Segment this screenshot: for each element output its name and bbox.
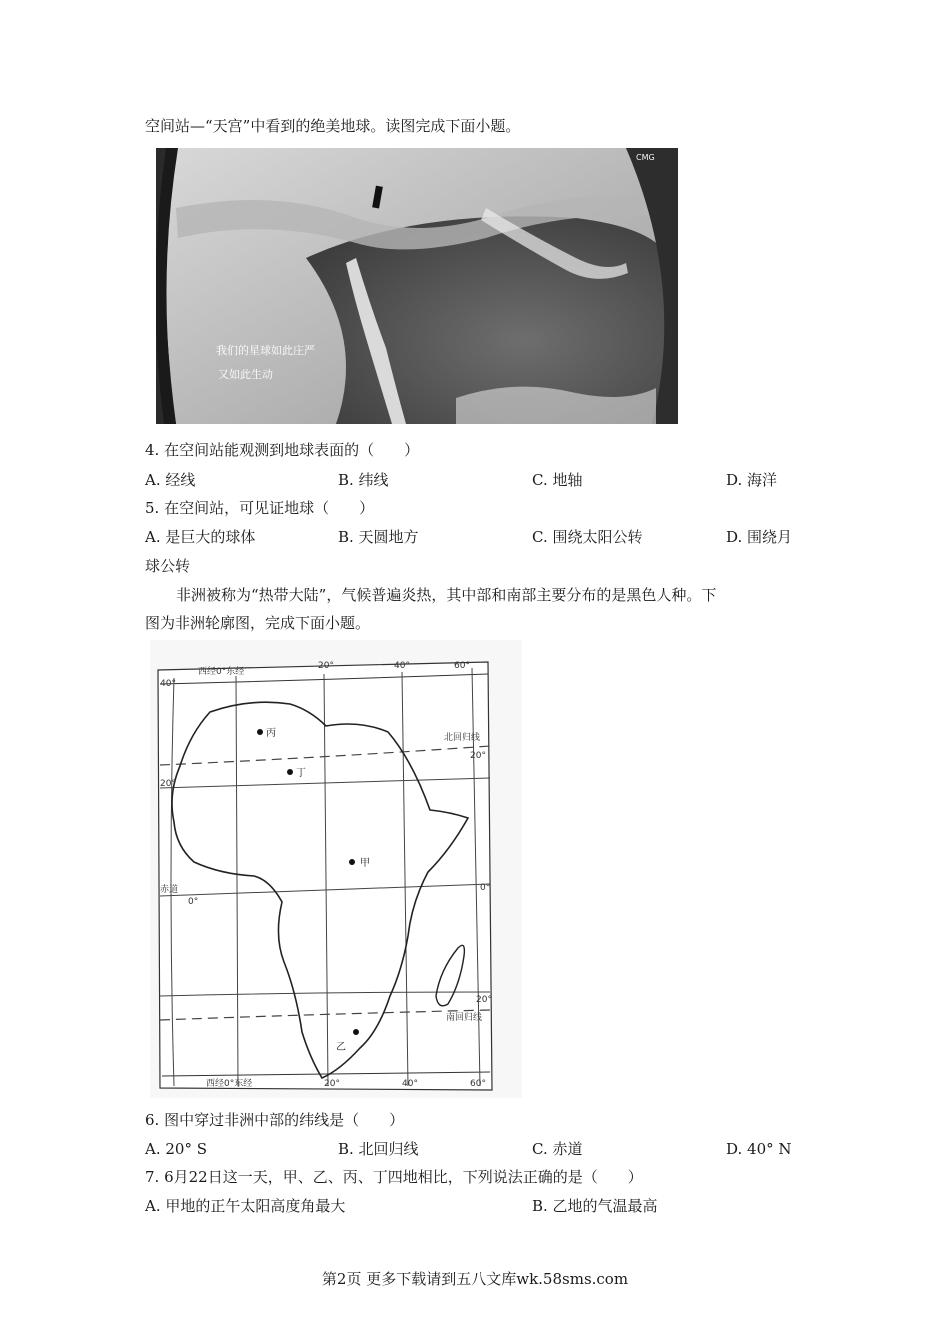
passage-line-1: 非洲被称为“热带大陆”，气候普遍炎热，其中部和南部主要分布的是黑色人种。下 bbox=[176, 586, 717, 604]
q7-option-b: B. 乙地的气温最高 bbox=[532, 1197, 658, 1215]
q4-option-c: C. 地轴 bbox=[532, 471, 583, 489]
svg-text:南回归线: 南回归线 bbox=[446, 1013, 483, 1023]
point-ding-label: 丁 bbox=[296, 768, 306, 779]
svg-text:20°: 20° bbox=[470, 751, 486, 761]
svg-text:北回归线: 北回归线 bbox=[444, 733, 481, 743]
svg-text:20°: 20° bbox=[318, 661, 334, 671]
q6-option-b: B. 北回归线 bbox=[338, 1140, 419, 1158]
svg-text:0°: 0° bbox=[480, 883, 491, 893]
q4-option-b: B. 纬线 bbox=[338, 471, 389, 489]
svg-text:40°: 40° bbox=[160, 679, 176, 689]
point-yi-label: 乙 bbox=[336, 1042, 346, 1053]
photo-watermark: CMG bbox=[636, 153, 655, 162]
question-4: 4. 在空间站能观测到地球表面的（ ） bbox=[145, 441, 420, 459]
svg-text:20°: 20° bbox=[160, 779, 176, 789]
svg-text:赤道: 赤道 bbox=[160, 885, 179, 895]
q5-option-b: B. 天圆地方 bbox=[338, 528, 419, 546]
q5-option-a: A. 是巨大的球体 bbox=[145, 528, 256, 546]
q6-option-a: A. 20° S bbox=[145, 1140, 207, 1158]
svg-text:60°: 60° bbox=[454, 661, 470, 671]
q5-option-c: C. 围绕太阳公转 bbox=[532, 528, 643, 546]
svg-text:0°: 0° bbox=[188, 897, 199, 907]
svg-text:40°: 40° bbox=[394, 661, 410, 671]
q7-option-a: A. 甲地的正午太阳高度角最大 bbox=[145, 1197, 346, 1215]
passage-line-2: 图为非洲轮廓图，完成下面小题。 bbox=[145, 614, 371, 632]
point-bing-label: 丙 bbox=[266, 728, 276, 739]
q5-option-d-continuation: 球公转 bbox=[145, 557, 191, 575]
svg-text:西经0°东经: 西经0°东经 bbox=[206, 1079, 253, 1089]
svg-text:20°: 20° bbox=[324, 1079, 340, 1089]
svg-text:40°: 40° bbox=[402, 1079, 418, 1089]
question-6: 6. 图中穿过非洲中部的纬线是（ ） bbox=[145, 1111, 405, 1129]
africa-map bbox=[150, 640, 522, 1098]
photo-caption-line2: 又如此生动 bbox=[218, 368, 273, 381]
q6-option-c: C. 赤道 bbox=[532, 1140, 583, 1158]
page-footer: 第2页 更多下载请到五八文库wk.58sms.com bbox=[321, 1270, 629, 1288]
intro-text: 空间站—“天宫”中看到的绝美地球。读图完成下面小题。 bbox=[145, 117, 521, 135]
svg-text:60°: 60° bbox=[470, 1079, 486, 1089]
q4-option-d: D. 海洋 bbox=[726, 471, 778, 489]
q5-option-d: D. 围绕月 bbox=[726, 528, 793, 546]
photo-caption-line1: 我们的星球如此庄严 bbox=[216, 344, 315, 357]
svg-text:20°: 20° bbox=[476, 995, 492, 1005]
q4-option-a: A. 经线 bbox=[145, 471, 196, 489]
point-jia-label: 甲 bbox=[360, 858, 370, 869]
question-5: 5. 在空间站，可见证地球（ ） bbox=[145, 499, 375, 517]
space-station-photo bbox=[156, 148, 678, 424]
question-7: 7. 6月22日这一天，甲、乙、丙、丁四地相比，下列说法正确的是（ ） bbox=[145, 1168, 643, 1186]
svg-text:西经0°东经: 西经0°东经 bbox=[198, 667, 245, 677]
q6-option-d: D. 40° N bbox=[726, 1140, 792, 1158]
